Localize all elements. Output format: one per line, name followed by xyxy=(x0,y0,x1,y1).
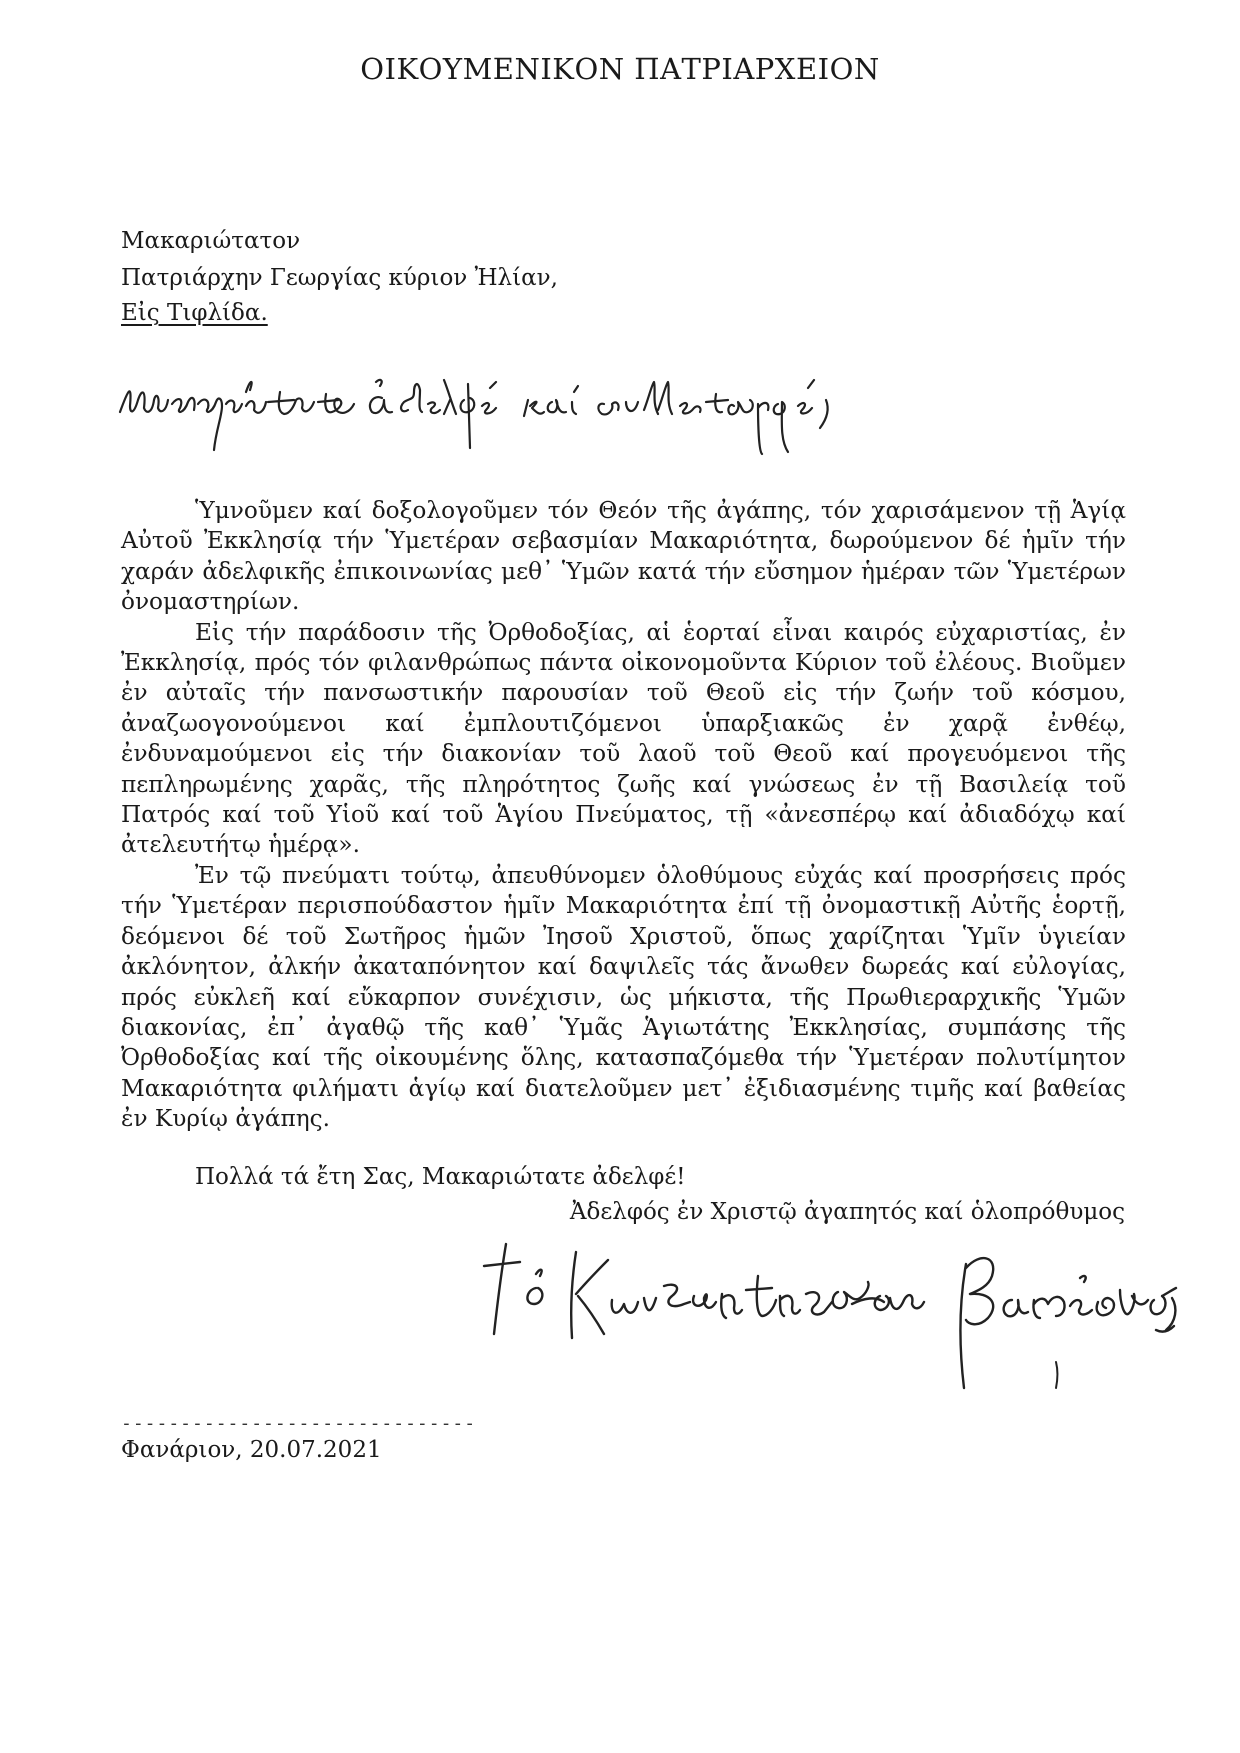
recipient-city: Εἰς Τιφλίδα. xyxy=(121,300,268,326)
handwritten-salutation xyxy=(118,370,838,460)
sign-off: Ἀδελφός ἐν Χριστῷ ἀγαπητός καί ὁλοπρόθυμος xyxy=(569,1199,1125,1225)
body-paragraph: Ἐν τῷ πνεύματι τούτῳ, ἀπευθύνομεν ὁλοθύμους εὐχάς καί προσρήσεις πρός τήν Ὑμετέραν περισπούδαστον ἡμῖν Μακαριότητα ἐπί τῇ ὀνομαστικῇ Αὐτῆς ἑορτῇ, δεόμενοι δέ τοῦ Σωτῆρος ἡμῶν Ἰησοῦ Χριστοῦ, ὅπως χαρίζηται Ὑμῖν ὑγιείαν ἀκλόνητον, ἀλκήν ἀκαταπόνητον καί δαψιλεῖς τάς ἄνωθεν δωρεάς καί εὐλογίας, πρός εὐκλεῆ καί εὔκαρπον συνέχισιν, ὡς μήκιστα, τῆς Πρωθιεραρχικῆς Ὑμῶν διακονίας, ἐπ᾽ ἀγαθῷ τῆς καθ᾽ Ὑμᾶς Ἁγιωτάτης Ἐκκλησίας, συμπάσης τῆς Ὀρθοδοξίας καί τῆς οἰκουμένης ὅλης, κατασπαζόμεθα τήν Ὑμετέραν πολυτίμητον Μακαριότητα φιλήματι ἁγίῳ καί διατελοῦμεν μετ᾽ ἐξιδιασμένης τιμῆς καί βαθείας ἐν Κυρίῳ ἀγάπης. xyxy=(121,861,1126,1133)
letter-body xyxy=(121,496,1126,1135)
page-title: ΟΙΚΟΥΜΕΝΙΚΟΝ ΠΑΤΡΙΑΡΧΕΙΟΝ xyxy=(360,52,880,86)
closing-wish: Πολλά τά ἔτη Σας, Μακαριώτατε ἀδελφέ! xyxy=(195,1164,686,1190)
body-paragraph: Εἰς τήν παράδοσιν τῆς Ὀρθοδοξίας, αἱ ἑορταί εἶναι καιρός εὐχαριστίας, ἐν Ἐκκλησίᾳ, πρός τόν φιλανθρώπως πάντα οἰκονομοῦντα Κύριον τοῦ ἐλέους. Βιοῦμεν ἐν αὐταῖς τήν πανσωστικήν παρουσίαν τοῦ Θεοῦ εἰς τήν ζωήν τοῦ κόσμου, ἀναζωογονούμενοι καί ἐμπλουτιζόμενοι ὑπαρξιακῶς ἐν χαρᾷ ἐνθέῳ, ἐνδυναμούμενοι εἰς τήν διακονίαν τοῦ λαοῦ τοῦ Θεοῦ καί προγευόμενοι τῆς πεπληρωμένης χαρᾶς, τῆς πληρότητος ζωῆς καί γνώσεως ἐν τῇ Βασιλείᾳ τοῦ Πατρός καί τοῦ Υἱοῦ καί τοῦ Ἁγίου Πνεύματος, τῇ «ἀνεσπέρῳ καί ἀδιαδόχῳ καί ἀτελευτήτῳ ἡμέρᾳ». xyxy=(121,618,1126,859)
handwritten-signature xyxy=(480,1238,1190,1398)
body-paragraph: Ὑμνοῦμεν καί δοξολογοῦμεν τόν Θεόν τῆς ἀγάπης, τόν χαρισάμενον τῇ Ἁγίᾳ Αὐτοῦ Ἐκκλησίᾳ τήν Ὑμετέραν σεβασμίαν Μακαριότητα, δωρούμενον δέ ἡμῖν τήν χαράν ἀδελφικῆς ἐπικοινωνίας μεθ᾽ Ὑμῶν κατά τήν εὔσημον ἡμέραν τῶν Ὑμετέρων ὀνομαστηρίων. xyxy=(121,497,1126,616)
footer-divider: ------------------------------ xyxy=(121,1413,477,1434)
recipient-title: Μακαριώτατον xyxy=(121,228,301,254)
place-date: Φανάριον, 20.07.2021 xyxy=(121,1437,382,1463)
recipient-name: Πατριάρχην Γεωργίας κύριον Ἠλίαν, xyxy=(121,265,558,291)
